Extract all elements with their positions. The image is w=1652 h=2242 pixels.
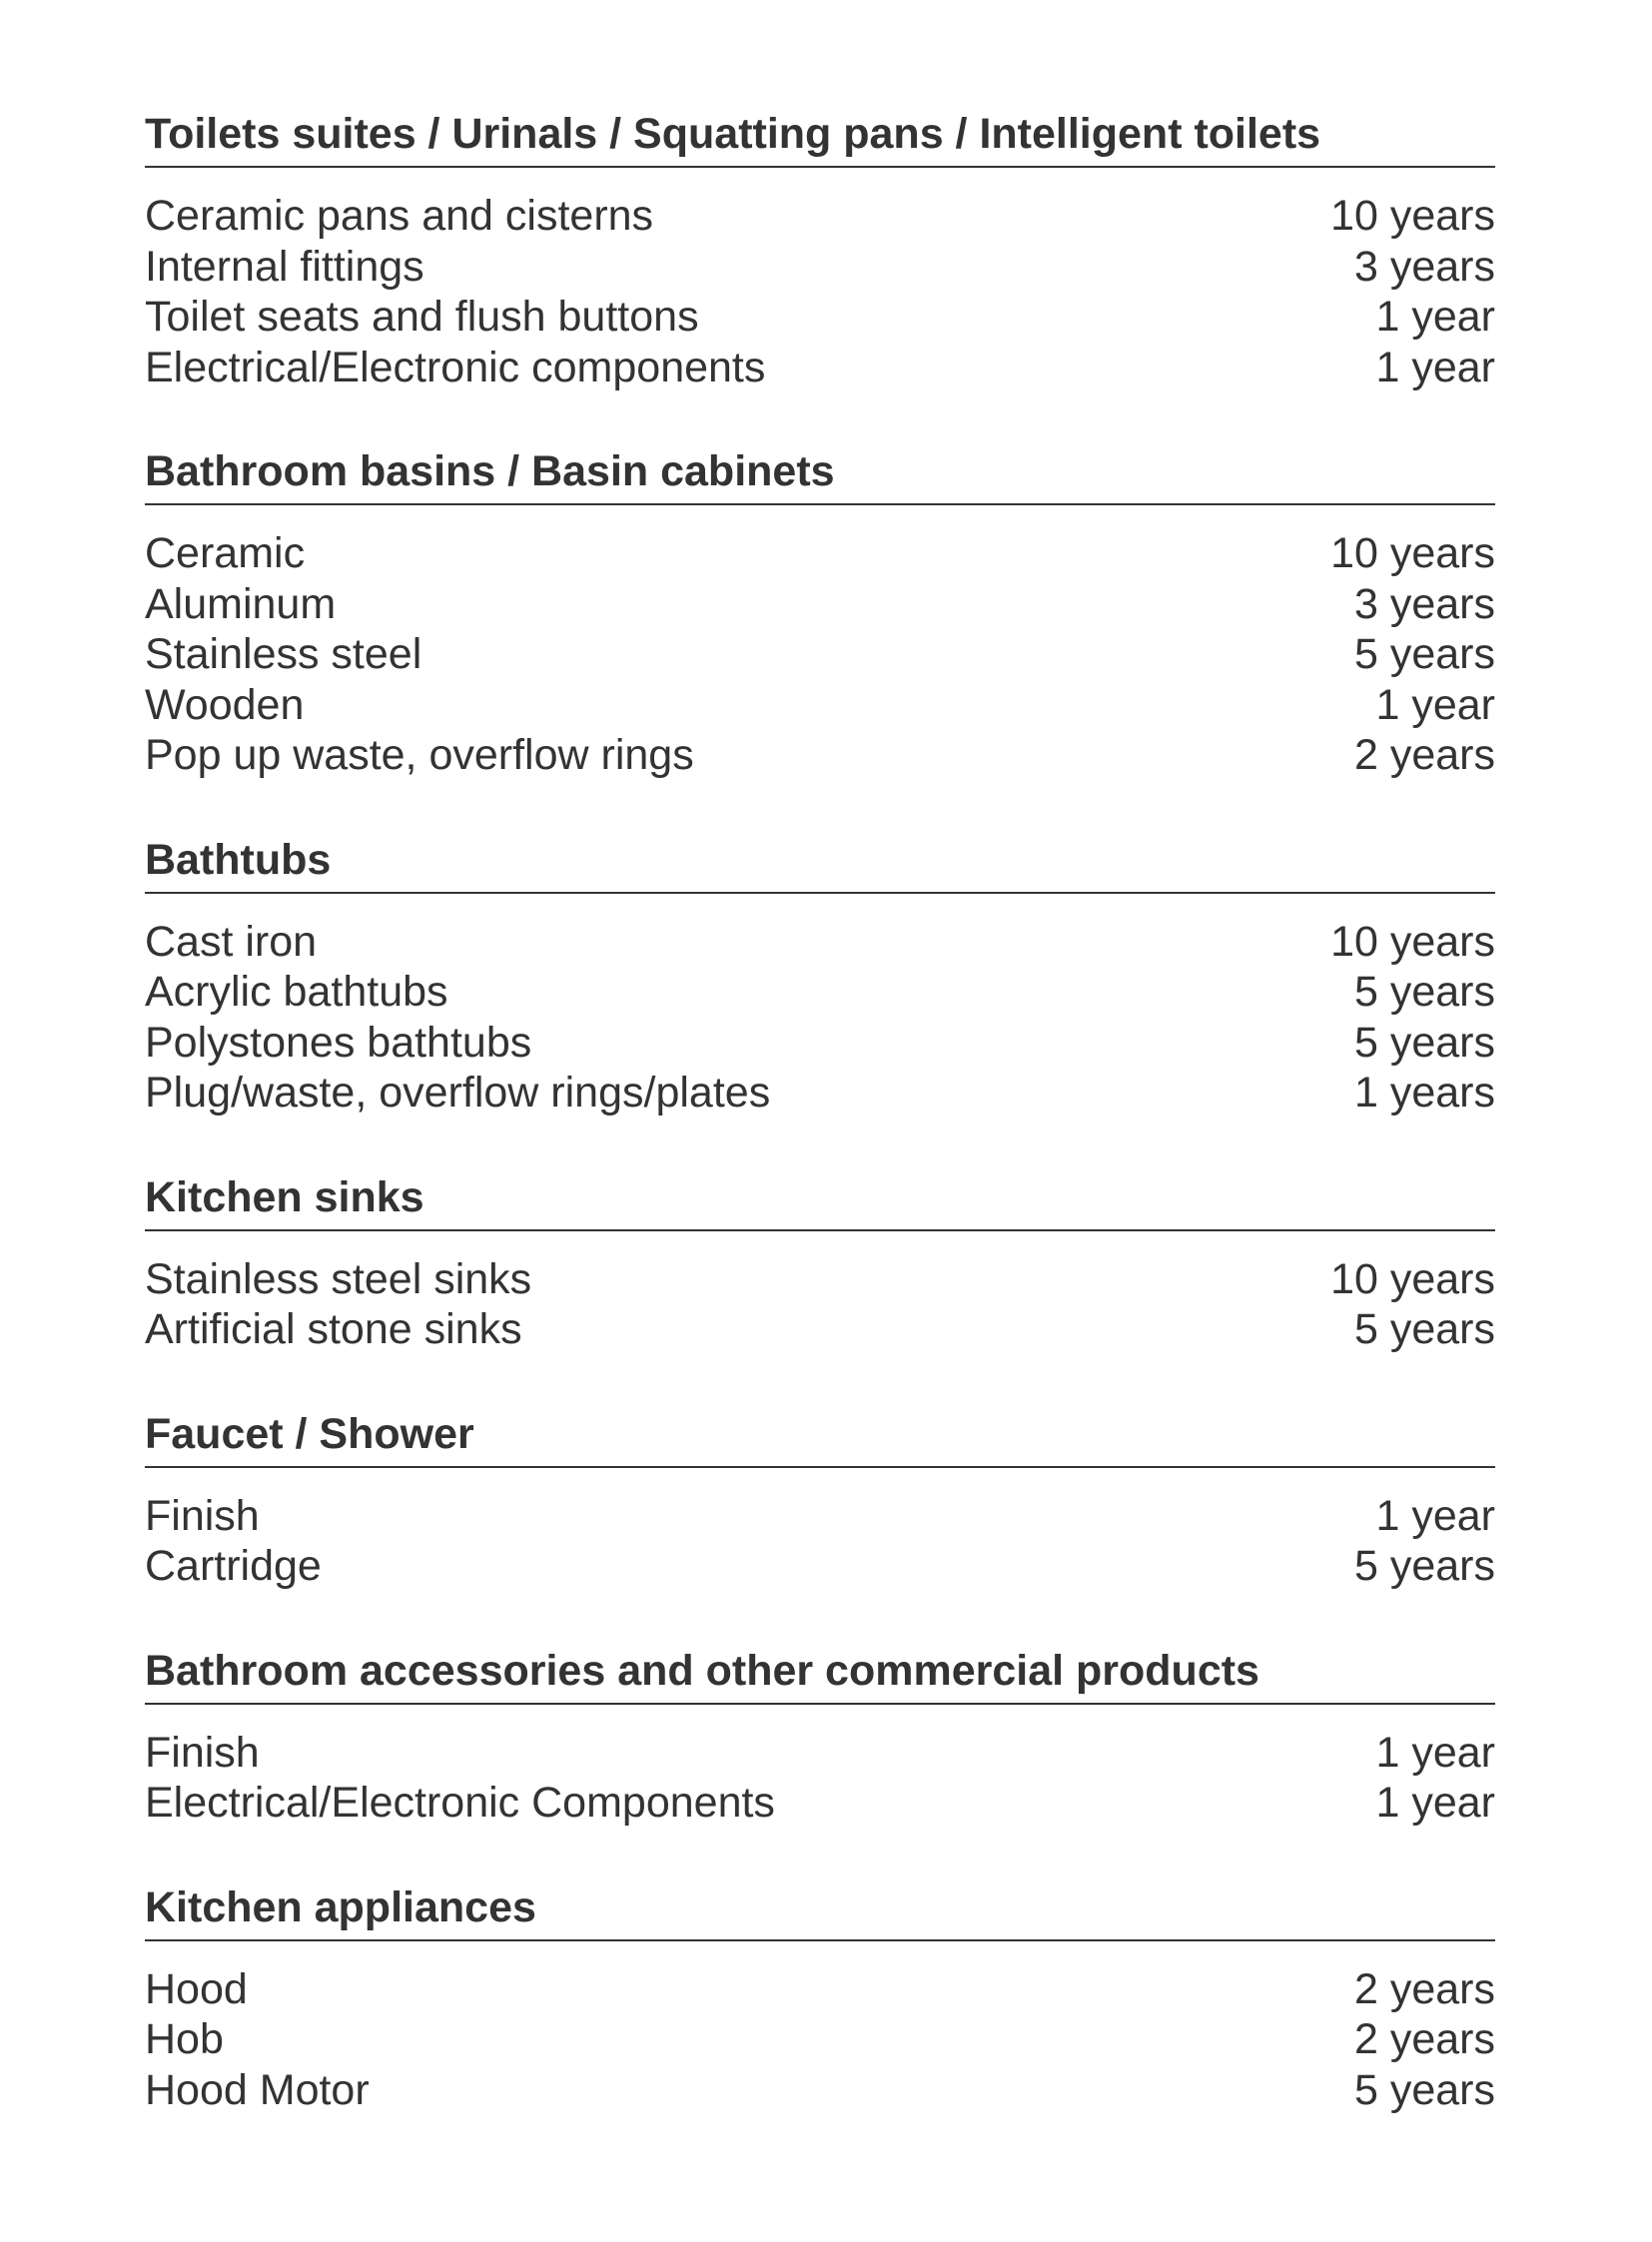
item-warranty-period: 5 years [1353, 1542, 1495, 1590]
section-spacer [145, 1355, 1495, 1408]
item-label: Ceramic [145, 529, 306, 577]
item-warranty-period: 2 years [1353, 1964, 1495, 2013]
item-label: Internal fittings [145, 242, 424, 291]
list-item [145, 1728, 1495, 1779]
section-toilets [145, 108, 1495, 392]
list-item [145, 1304, 1495, 1355]
item-label: Polystones bathtubs [145, 1018, 532, 1067]
item-label: Finish [145, 1728, 260, 1777]
section-faucet-shower [145, 1408, 1495, 1592]
item-warranty-period: 1 year [1375, 680, 1495, 729]
item-label: Electrical/Electronic components [145, 343, 766, 391]
section-heading: Bathroom basins / Basin cabinets [145, 445, 1495, 505]
section-spacer [145, 1829, 1495, 1881]
section-kitchen-appliances [145, 1881, 1495, 2116]
item-label: Cartridge [145, 1542, 322, 1590]
item-warranty-period: 3 years [1353, 242, 1495, 291]
section-spacer [145, 392, 1495, 445]
item-warranty-period: 1 year [1375, 293, 1495, 341]
item-label: Ceramic pans and cisterns [145, 192, 654, 240]
item-warranty-period: 2 years [1353, 731, 1495, 779]
list-item [145, 967, 1495, 1018]
list-item [145, 730, 1495, 781]
item-label: Wooden [145, 680, 305, 729]
item-warranty-period: 2 years [1353, 2015, 1495, 2063]
section-spacer [145, 1592, 1495, 1645]
section-spacer [145, 781, 1495, 834]
list-item [145, 343, 1495, 393]
list-item [145, 191, 1495, 242]
item-warranty-period: 1 years [1353, 1069, 1495, 1117]
list-item [145, 528, 1495, 579]
list-item [145, 292, 1495, 343]
item-warranty-period: 5 years [1353, 968, 1495, 1016]
item-label: Acrylic bathtubs [145, 968, 448, 1016]
list-item [145, 629, 1495, 680]
section-bathtubs [145, 834, 1495, 1119]
item-warranty-period: 10 years [1330, 1254, 1495, 1303]
item-label: Artificial stone sinks [145, 1305, 522, 1353]
item-label: Electrical/Electronic Components [145, 1779, 775, 1827]
item-label: Pop up waste, overflow rings [145, 731, 694, 779]
list-item [145, 1778, 1495, 1829]
list-item [145, 579, 1495, 630]
section-heading: Toilets suites / Urinals / Squatting pans / Intelligent toilets [145, 108, 1495, 168]
section-bathroom-accessories [145, 1645, 1495, 1829]
section-heading: Faucet / Shower [145, 1408, 1495, 1468]
item-warranty-period: 1 year [1375, 1728, 1495, 1777]
section-bathroom-basins [145, 445, 1495, 781]
item-list [145, 528, 1495, 781]
item-warranty-period: 5 years [1353, 2065, 1495, 2114]
item-warranty-period: 1 year [1375, 1779, 1495, 1827]
list-item [145, 1254, 1495, 1305]
list-item [145, 2065, 1495, 2116]
section-heading: Bathroom accessories and other commercial products [145, 1645, 1495, 1705]
section-heading: Kitchen appliances [145, 1881, 1495, 1941]
item-label: Stainless steel sinks [145, 1254, 532, 1303]
item-label: Toilet seats and flush buttons [145, 293, 699, 341]
warranty-document [145, 108, 1495, 2115]
item-warranty-period: 5 years [1353, 1305, 1495, 1353]
item-label: Plug/waste, overflow rings/plates [145, 1069, 771, 1117]
list-item [145, 1541, 1495, 1592]
item-list [145, 1254, 1495, 1355]
item-label: Finish [145, 1491, 260, 1540]
item-list [145, 1728, 1495, 1829]
item-label: Aluminum [145, 579, 337, 628]
item-list [145, 1964, 1495, 2116]
section-spacer [145, 1119, 1495, 1171]
item-label: Hood Motor [145, 2065, 370, 2114]
item-list [145, 1491, 1495, 1592]
list-item [145, 1964, 1495, 2015]
list-item [145, 2014, 1495, 2065]
item-label: Hob [145, 2015, 224, 2063]
item-warranty-period: 10 years [1330, 192, 1495, 240]
list-item [145, 1491, 1495, 1542]
list-item [145, 1068, 1495, 1119]
item-warranty-period: 10 years [1330, 529, 1495, 577]
item-warranty-period: 5 years [1353, 1018, 1495, 1067]
item-warranty-period: 5 years [1353, 630, 1495, 678]
item-list [145, 191, 1495, 392]
item-label: Cast iron [145, 917, 318, 966]
list-item [145, 917, 1495, 968]
item-warranty-period: 3 years [1353, 579, 1495, 628]
list-item [145, 680, 1495, 731]
section-kitchen-sinks [145, 1171, 1495, 1355]
item-list [145, 917, 1495, 1119]
item-label: Hood [145, 1964, 248, 2013]
item-warranty-period: 1 year [1375, 343, 1495, 391]
list-item [145, 242, 1495, 293]
section-heading: Kitchen sinks [145, 1171, 1495, 1231]
item-warranty-period: 1 year [1375, 1491, 1495, 1540]
item-label: Stainless steel [145, 630, 422, 678]
item-warranty-period: 10 years [1330, 917, 1495, 966]
list-item [145, 1018, 1495, 1069]
section-heading: Bathtubs [145, 834, 1495, 894]
